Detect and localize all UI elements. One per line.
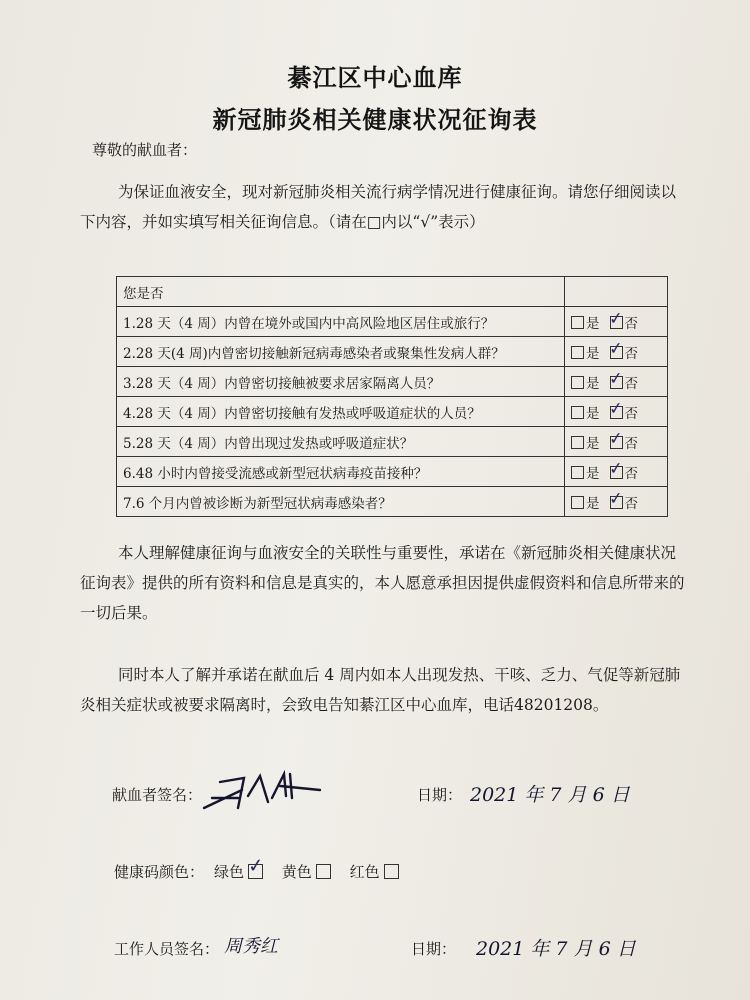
answer-cell xyxy=(565,337,668,367)
yes-label: 是 xyxy=(586,435,600,452)
commitment-paragraph-2: 同时本人了解并承诺在献血后 4 周内如本人出现发热、干咳、乏力、气促等新冠肺炎相关症状或被要求隔离时，会致电告知綦江区中心血库，电话48201208。 xyxy=(80,666,681,714)
health-code-yellow-checkbox[interactable] xyxy=(316,864,331,879)
question-text: 4.28 天（4 周）内曾密切接触有发热或呼吸道症状的人员？ xyxy=(117,397,565,427)
answer-cell xyxy=(565,397,668,427)
health-code-label: 健康码颜色： xyxy=(114,863,205,881)
table-row xyxy=(117,337,668,367)
table-row xyxy=(117,487,668,517)
yes-checkbox[interactable] xyxy=(571,346,584,359)
donor-signature-label: 献血者签名： xyxy=(112,786,203,804)
answer-cell xyxy=(565,427,668,457)
form-title-line1: 綦江区中心血库 xyxy=(287,64,463,92)
yes-label: 是 xyxy=(586,405,600,422)
yes-label: 是 xyxy=(586,345,600,362)
check-mark-icon: ✓ xyxy=(607,337,624,360)
no-checkbox[interactable] xyxy=(607,487,624,510)
table-row xyxy=(117,307,668,337)
no-checkbox[interactable] xyxy=(607,337,624,360)
salutation: 尊敬的献血者： xyxy=(92,141,198,159)
no-label: 否 xyxy=(624,375,639,392)
staff-date-value: 2021 年 7 月 6 日 xyxy=(476,938,636,960)
no-label: 否 xyxy=(624,435,639,452)
health-code-options xyxy=(214,854,399,882)
yes-checkbox[interactable] xyxy=(571,436,584,449)
yes-checkbox[interactable] xyxy=(571,466,584,479)
check-mark-icon: ✓ xyxy=(607,307,624,330)
yes-checkbox[interactable] xyxy=(571,496,584,509)
table-row xyxy=(117,397,668,427)
yes-label: 是 xyxy=(586,465,600,482)
no-label: 否 xyxy=(624,315,639,332)
check-mark-icon: ✓ xyxy=(607,457,624,480)
no-label: 否 xyxy=(624,465,639,482)
yes-label: 是 xyxy=(586,315,600,332)
health-code-yellow: 黄色 xyxy=(281,863,312,881)
intro-paragraph: 为保证血液安全，现对新冠肺炎相关流行病学情况进行健康征询。请您仔细阅读以下内容，并如实填写相关征询信息。（请在□内以“√”表示） xyxy=(80,183,677,231)
yes-label: 是 xyxy=(586,375,600,392)
commitment-paragraph-1: 本人理解健康征询与血液安全的关联性与重要性，承诺在《新冠肺炎相关健康状况征询表》提供的所有资料和信息是真实的，本人愿意承担因提供虚假资料和信息所带来的一切后果。 xyxy=(80,544,685,622)
health-code-red-checkbox[interactable] xyxy=(384,864,399,879)
health-code-green-checkbox[interactable] xyxy=(246,854,266,879)
table-header-cell: 您是否 xyxy=(117,277,565,307)
health-code-green: 绿色 xyxy=(214,863,245,881)
no-checkbox[interactable] xyxy=(607,307,624,330)
answer-cell xyxy=(565,457,668,487)
no-checkbox[interactable] xyxy=(607,397,624,420)
health-code-red: 红色 xyxy=(349,863,380,881)
no-label: 否 xyxy=(624,405,639,422)
question-text: 7.6 个月内曾被诊断为新型冠状病毒感染者？ xyxy=(117,487,565,517)
check-mark-icon: ✓ xyxy=(607,397,624,420)
answer-cell xyxy=(565,367,668,397)
yes-checkbox[interactable] xyxy=(571,376,584,389)
staff-signature-label: 工作人员签名： xyxy=(114,940,220,958)
donor-date-label: 日期： xyxy=(417,786,463,804)
question-text: 6.48 小时内曾接受流感或新型冠状病毒疫苗接种？ xyxy=(117,457,565,487)
question-text: 1.28 天（4 周）内曾在境外或国内中高风险地区居住或旅行？ xyxy=(117,307,565,337)
no-label: 否 xyxy=(624,495,639,512)
table-row xyxy=(117,457,668,487)
check-mark-icon: ✓ xyxy=(607,367,624,390)
table-header-answer-cell xyxy=(565,277,668,307)
question-text: 5.28 天（4 周）内曾出现过发热或呼吸道症状？ xyxy=(117,427,565,457)
no-label: 否 xyxy=(624,345,639,362)
donor-signature-image xyxy=(198,768,326,816)
table-row xyxy=(117,427,668,457)
table-header-row xyxy=(117,277,668,307)
survey-table xyxy=(116,276,668,517)
check-mark-icon: ✓ xyxy=(246,854,266,878)
yes-checkbox[interactable] xyxy=(571,406,584,419)
check-mark-icon: ✓ xyxy=(607,487,624,510)
yes-label: 是 xyxy=(586,495,600,512)
no-checkbox[interactable] xyxy=(607,427,624,450)
question-text: 3.28 天（4 周）内曾密切接触被要求居家隔离人员？ xyxy=(117,367,565,397)
form-title-line2: 新冠肺炎相关健康状况征询表 xyxy=(212,106,538,134)
check-mark-icon: ✓ xyxy=(607,427,624,450)
donor-date-value: 2021 年 7 月 6 日 xyxy=(470,784,630,806)
no-checkbox[interactable] xyxy=(607,367,624,390)
staff-signature-value: 周秀红 xyxy=(224,936,278,957)
answer-cell xyxy=(565,307,668,337)
table-row xyxy=(117,367,668,397)
question-text: 2.28 天(4 周)内曾密切接触新冠病毒感染者或聚集性发病人群？ xyxy=(117,337,565,367)
staff-date-label: 日期： xyxy=(411,940,457,958)
answer-cell xyxy=(565,487,668,517)
no-checkbox[interactable] xyxy=(607,457,624,480)
yes-checkbox[interactable] xyxy=(571,316,584,329)
